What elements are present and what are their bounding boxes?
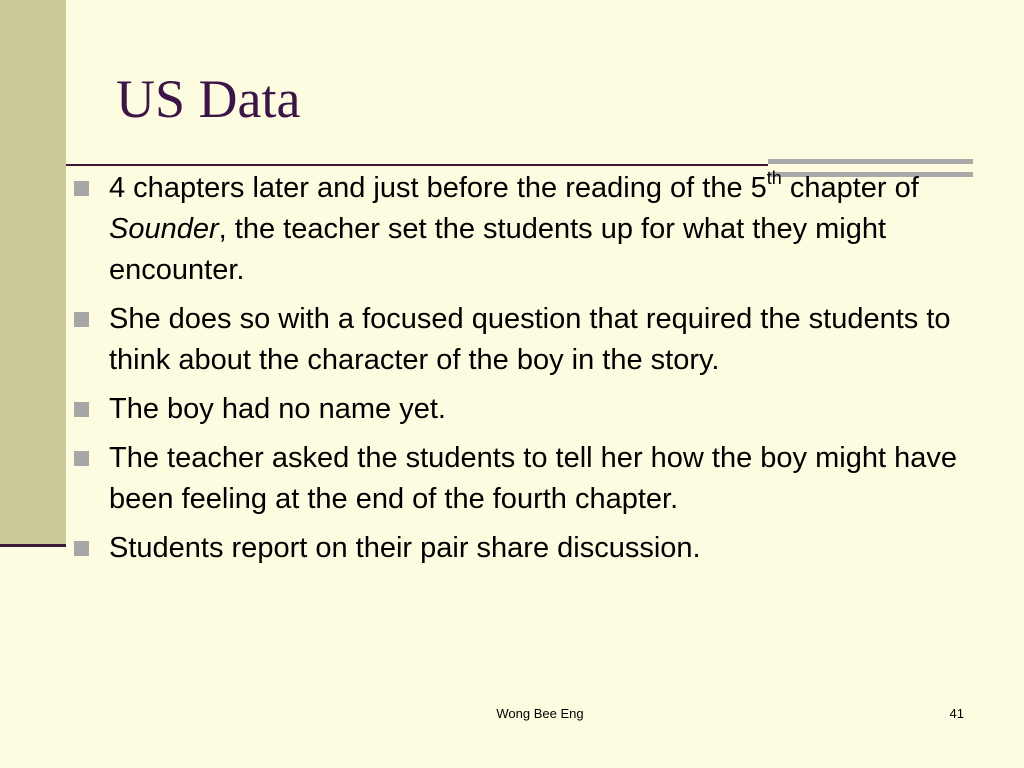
square-bullet-icon (74, 312, 89, 327)
accent-bar-top (768, 159, 973, 164)
left-divider-rule (0, 544, 66, 547)
bullet-item (74, 168, 974, 291)
square-bullet-icon (74, 181, 89, 196)
title-divider-rule (66, 164, 768, 166)
bullet-list (74, 168, 974, 577)
superscript-text: th (766, 168, 782, 189)
bullet-item (74, 299, 974, 381)
bullet-text: The teacher asked the students to tell her how the boy might have been feeling at the end of the fourth chapter. (109, 442, 957, 515)
slide-title: US Data (116, 69, 301, 129)
bullet-text: The boy had no name yet. (109, 393, 446, 425)
bullet-item (74, 528, 974, 569)
bullet-text: She does so with a focused question that required the students to think about the character of the boy in the story. (109, 303, 951, 376)
footer-author: Wong Bee Eng (496, 706, 584, 721)
square-bullet-icon (74, 451, 89, 466)
book-title-emphasis: Sounder (109, 213, 219, 245)
footer-page-number: 41 (949, 706, 964, 721)
left-sidebar-strip (0, 0, 66, 546)
bullet-item (74, 438, 974, 520)
bullet-text: Students report on their pair share discussion. (109, 532, 701, 564)
square-bullet-icon (74, 541, 89, 556)
bullet-text-part: , the teacher set the students up for what they might encounter. (109, 213, 887, 286)
bullet-text-part: chapter of (781, 172, 919, 204)
bullet-text-part: 4 chapters later and just before the reading of the 5 (109, 172, 767, 204)
square-bullet-icon (74, 402, 89, 417)
bullet-item (74, 389, 974, 430)
